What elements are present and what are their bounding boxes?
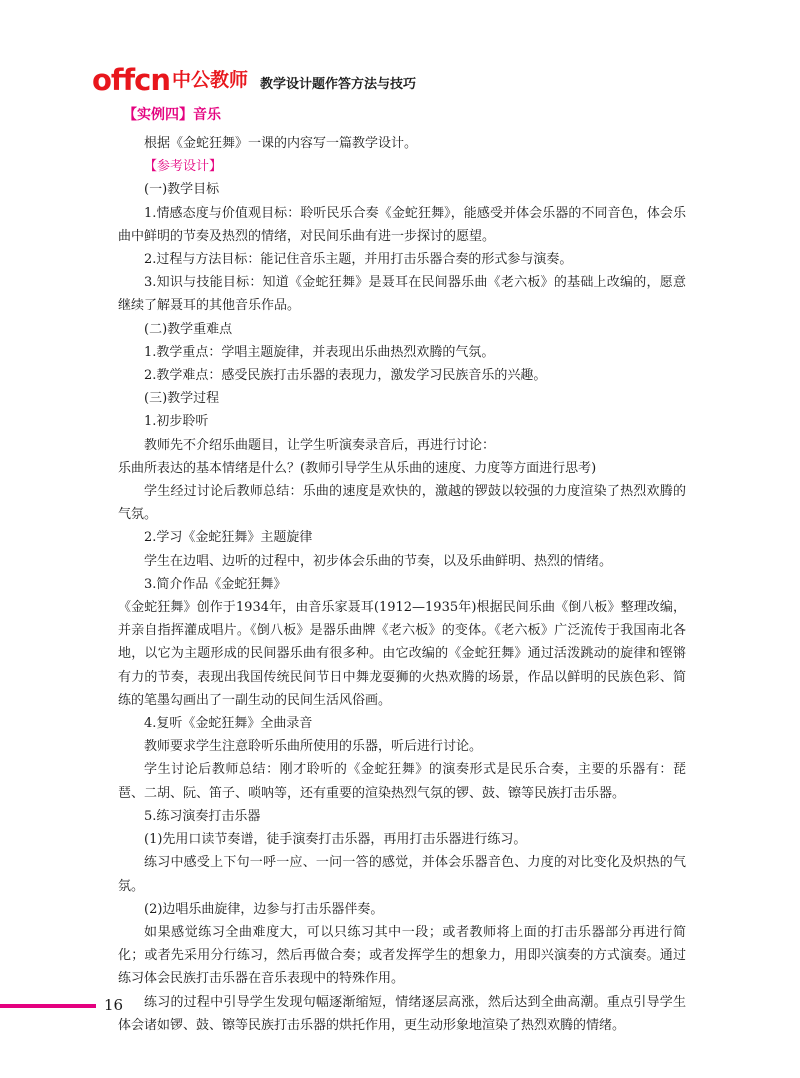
step-5-text-d: 如果感觉练习全曲难度大，可以只练习其中一段；或者教师将上面的打击乐器部分再进行简化；或者先采用分行练习，然后再做合奏；或者发挥学生的想象力，用即兴演奏的方式演奏。通过练习体会民族打击乐器在音乐表现中的特殊作用。 [118,924,686,987]
page-content [118,102,686,1037]
step-5-text-b: 练习中感受上下句一呼一应、一问一答的感觉，并体会乐器音色、力度的对比变化及炽热的气氛。 [118,855,686,894]
offcn-logo [92,62,249,97]
reference-design-label: 【参考设计】 [144,159,223,175]
footer-accent-bar [0,1004,96,1008]
key-point: 1.教学重点：学唱主题旋律，并表现出乐曲热烈欢腾的气氛。 [144,344,495,360]
heading-process: (三)教学过程 [144,391,220,407]
step-4-text-a: 教师要求学生注意聆听乐曲所使用的乐器，听后进行讨论。 [144,739,483,755]
step-2-heading: 2.学习《金蛇狂舞》主题旋律 [144,530,313,546]
task-prompt: 根据《金蛇狂舞》一课的内容写一篇教学设计。 [144,136,418,151]
section-title: 【实例四】音乐 [123,107,221,123]
step-5-text-c: (2)边唱乐曲旋律，边参与打击乐器伴奏。 [144,901,384,917]
step-5-text-e: 练习的过程中引导学生发现句幅逐渐缩短，情绪逐层高涨，然后达到全曲高潮。重点引导学生体会诸如锣、鼓、镲等民族打击乐器的烘托作用，更生动形象地渲染了热烈欢腾的情绪。 [118,994,686,1033]
logo-latin-text: offcn [92,62,170,97]
page-number: 16 [104,996,124,1014]
heading-key-points: (二)教学重难点 [144,321,233,337]
objective-2: 2.过程与方法目标：能记住音乐主题，并用打击乐器合奏的形式参与演奏。 [144,252,573,268]
step-4-text-b: 学生讨论后教师总结：刚才聆听的《金蛇狂舞》的演奏形式是民乐合奏，主要的乐器有：琵琶、二胡、阮、笛子、唢呐等，还有重要的渲染热烈气氛的锣、鼓、镲等民族打击乐器。 [118,762,686,801]
step-5-text-a: (1)先用口读节奏谱，徒手演奏打击乐器，再用打击乐器进行练习。 [144,832,527,848]
step-1-text-a: 教师先不介绍乐曲题目，让学生听演奏录音后，再进行讨论： [144,437,496,453]
logo-chinese-text: 中公教师 [172,68,249,91]
objective-3: 3.知识与技能目标：知道《金蛇狂舞》是聂耳在民间器乐曲《老六板》的基础上改编的，愿意继续了解聂耳的其他音乐作品。 [118,275,686,314]
step-1-text-c: 学生经过讨论后教师总结：乐曲的速度是欢快的，激越的锣鼓以较强的力度渲染了热烈欢腾的气氛。 [118,484,686,523]
heading-objectives: (一)教学目标 [144,182,220,198]
header-title: 教学设计题作答方法与技巧 [260,76,417,92]
step-4-heading: 4.复听《金蛇狂舞》全曲录音 [144,716,313,732]
objective-1: 1.情感态度与价值观目标：聆听民乐合奏《金蛇狂舞》，能感受并体会乐器的不同音色，体会乐曲中鲜明的节奏及热烈的情绪，对民间乐曲有进一步探讨的愿望。 [118,205,686,244]
step-1-heading: 1.初步聆听 [144,414,209,430]
step-3-text: 《金蛇狂舞》创作于1934年，由音乐家聂耳(1912—1935年)根据民间乐曲《倒八板》整理改编，并亲自指挥灌成唱片。《倒八板》是器乐曲牌《老六板》的变体。《老六板》广泛流传于我国南北各地，以它为主题形成的民间器乐曲有很多种。由它改编的《金蛇狂舞》通过活泼跳动的旋律和铿锵有力的节奏，表现出我国传统民间节日中舞龙耍狮的火热欢腾的场景，作品以鲜明的民族色彩、简练的笔墨勾画出了一副生动的民间生活风俗画。 [118,600,686,708]
step-2-text: 学生在边唱、边听的过程中，初步体会乐曲的节奏，以及乐曲鲜明、热烈的情绪。 [144,553,613,569]
step-5-heading: 5.练习演奏打击乐器 [144,808,261,824]
difficult-point: 2.教学难点：感受民族打击乐器的表现力，激发学习民族音乐的兴趣。 [144,368,547,384]
step-1-text-b: 乐曲所表达的基本情绪是什么？(教师引导学生从乐曲的速度、力度等方面进行思考) [118,460,597,476]
step-3-heading: 3.简介作品《金蛇狂舞》 [144,576,287,592]
page-header [92,62,416,98]
